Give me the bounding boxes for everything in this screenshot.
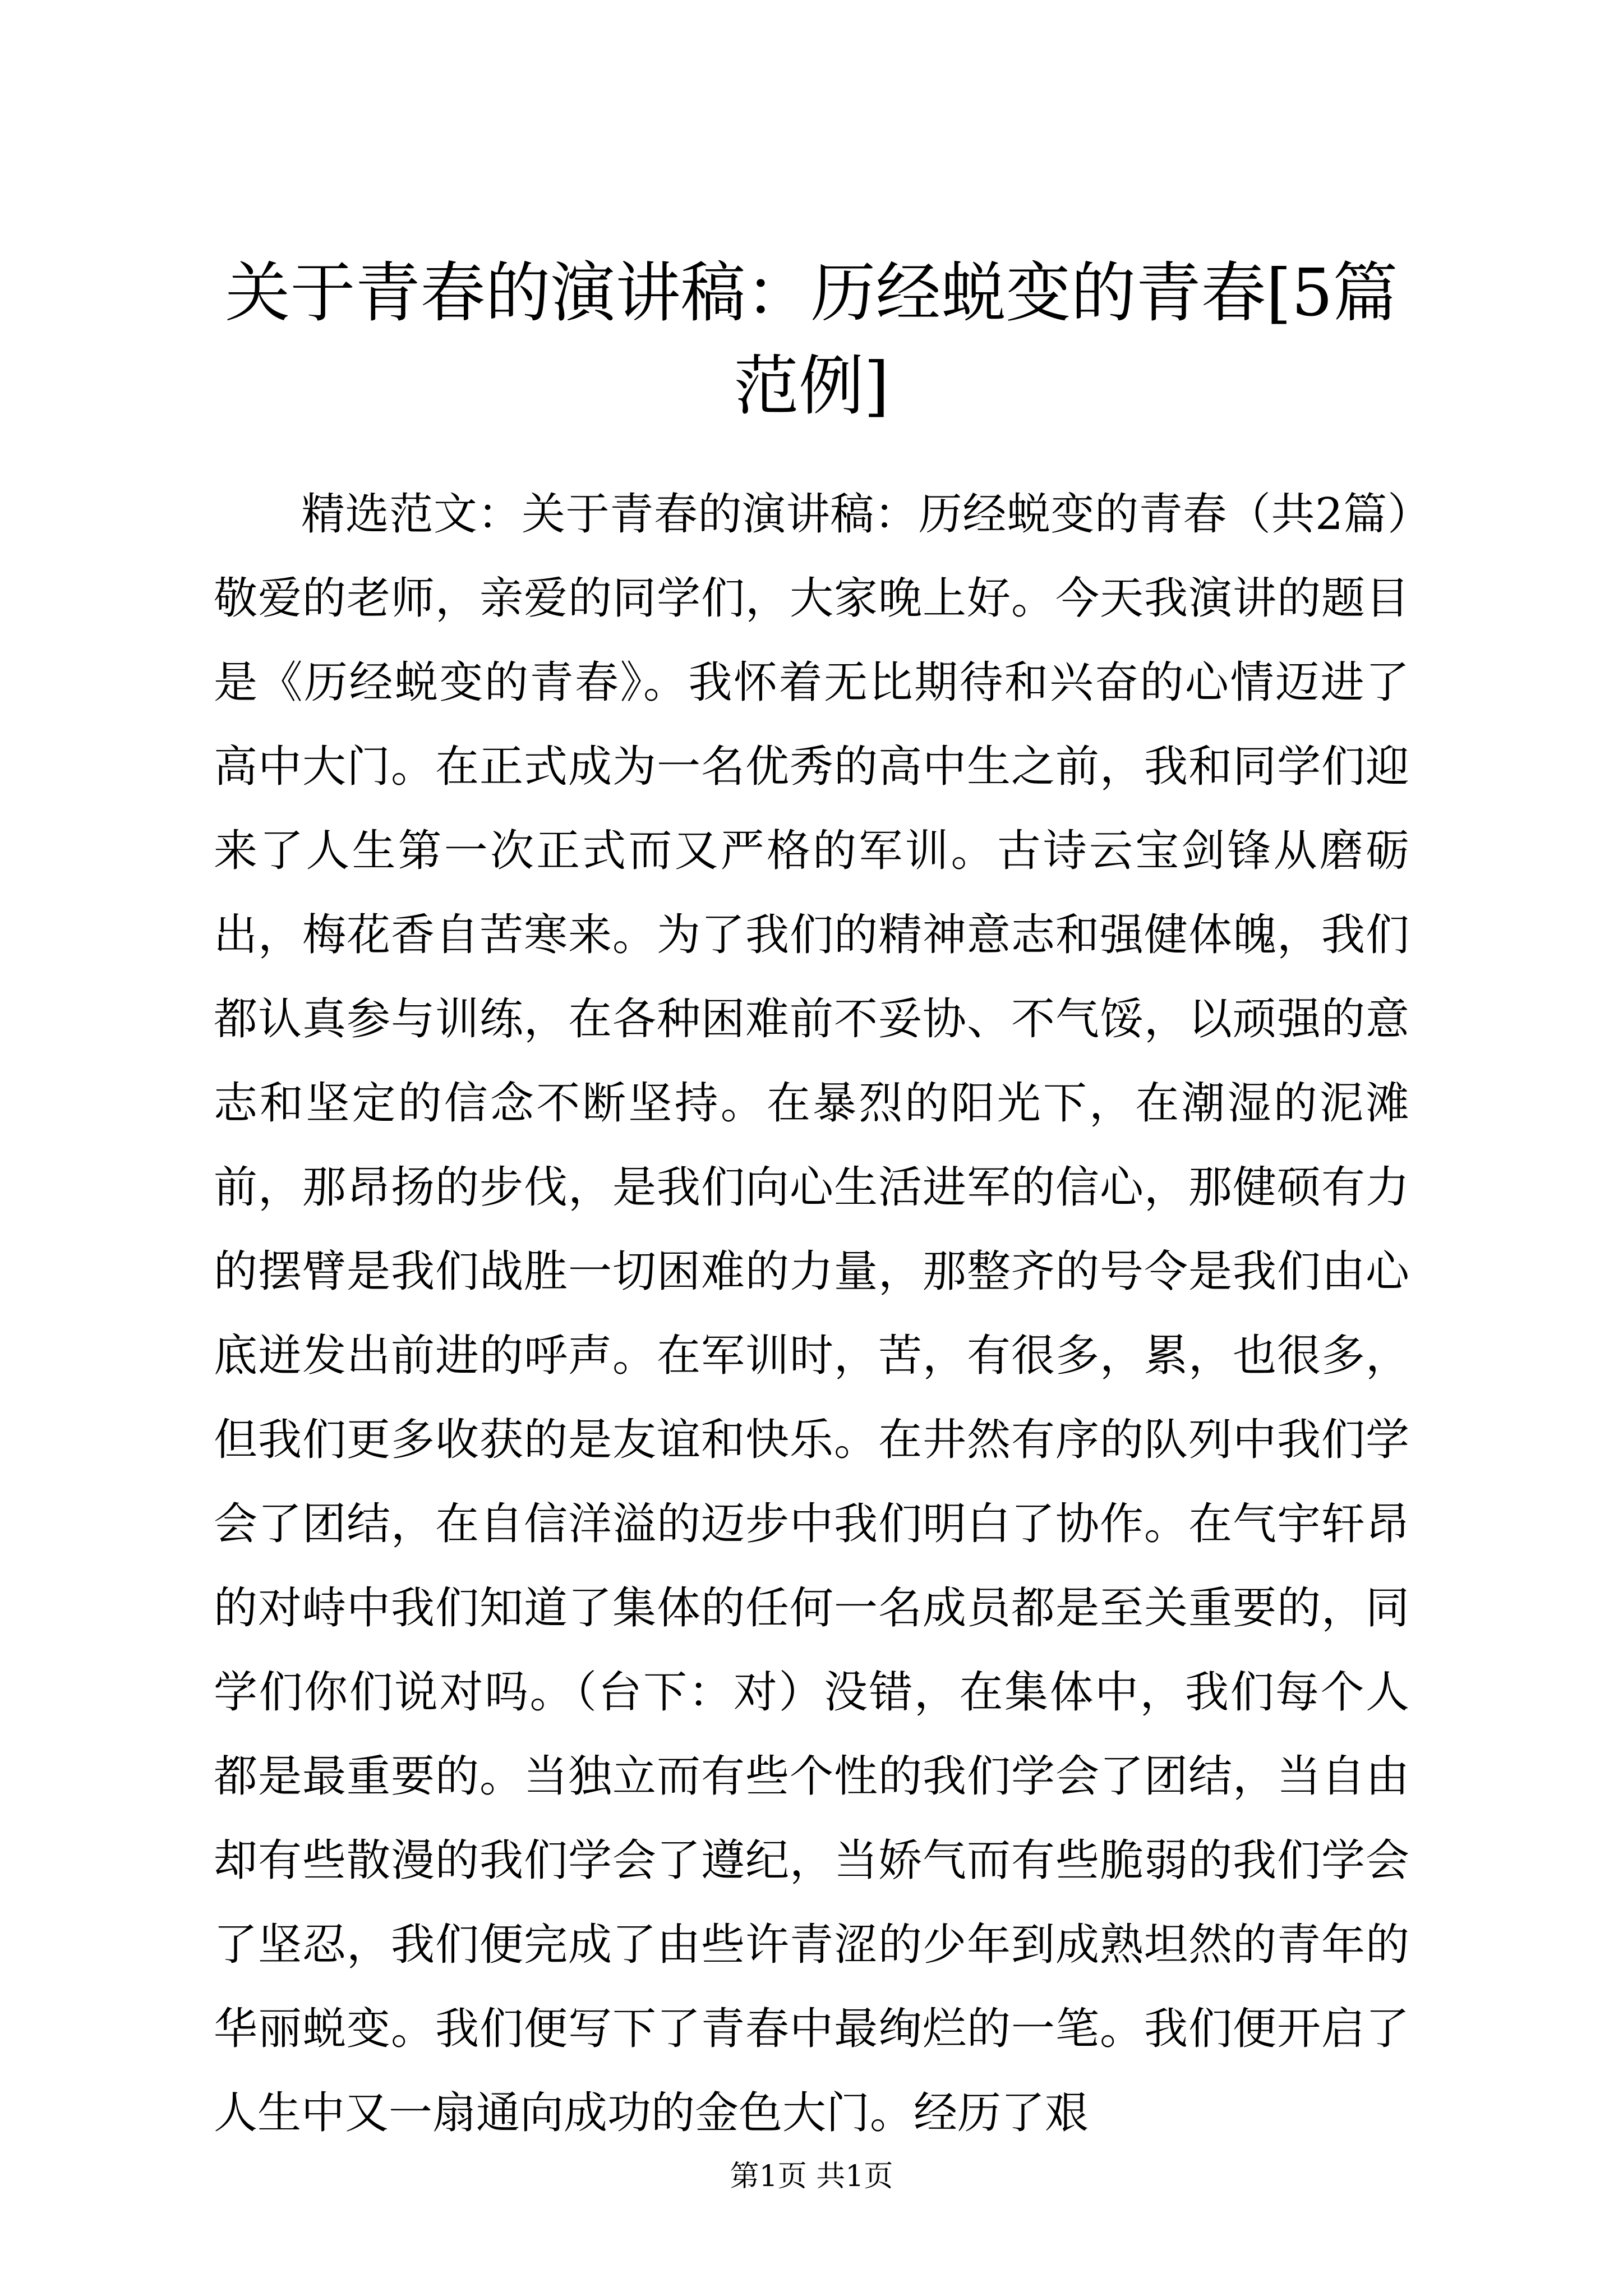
document-body: 精选范文：关于青春的演讲稿：历经蜕变的青春（共2篇）敬爱的老师，亲爱的同学们，大家晚上好。今天我演讲的题目是《历经蜕变的青春》。我怀着无比期待和兴奋的心情迈进了高中大门。在正式成为一名优秀的高中生之前，我和同学们迎来了人生第一次正式而又严格的军训。古诗云宝剑锋从磨砺出，梅花香自苦寒来。为了我们的精神意志和强健体魄，我们都认真参与训练，在各种困难前不妥协、不气馁，以顽强的意志和坚定的信念不断坚持。在暴烈的阳光下，在潮湿的泥滩前，那昂扬的步伐，是我们向心生活进军的信心，那健硕有力的摆臂是我们战胜一切困难的力量，那整齐的号令是我们由心底迸发出前进的呼声。在军训时，苦，有很多，累，也很多，但我们更多收获的是友谊和快乐。在井然有序的队列中我们学会了团结，在自信洋溢的迈步中我们明白了协作。在气宇轩昂的对峙中我们知道了集体的任何一名成员都是至关重要的，同学们你们说对吗。（台下：对）没错，在集体中，我们每个人都是最重要的。当独立而有些个性的我们学会了团结，当自由却有些散漫的我们学会了遵纪，当娇气而有些脆弱的我们学会了坚忍，我们便完成了由些许青涩的少年到成熟坦然的青年的华丽蜕变。我们便写下了青春中最绚烂的一笔。我们便开启了人生中又一扇通向成功的金色大门。经历了艰 xyxy=(214,489,1409,2138)
page-number-footer: 第1页 共1页 xyxy=(730,2160,893,2193)
document-title: 关于青春的演讲稿：历经蜕变的青春[5篇范例] xyxy=(225,255,1398,424)
